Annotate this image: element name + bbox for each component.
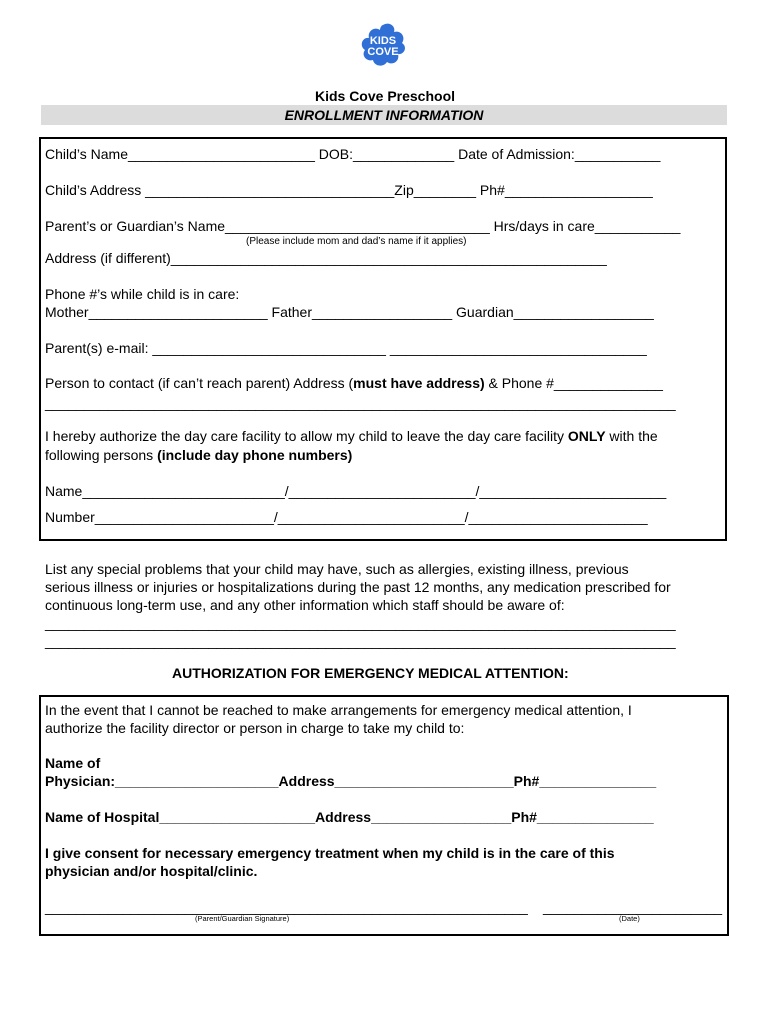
guardian-name-note: (Please include mom and dad’s name if it applies) bbox=[246, 236, 467, 247]
date-label: (Date) bbox=[619, 914, 640, 923]
hospital-line[interactable]: Name of Hospital____________________Address__________________Ph#_______________ bbox=[45, 809, 654, 825]
svg-text:COVE: COVE bbox=[367, 46, 399, 58]
authorize-pickup-text-2: following persons (include day phone numbers) bbox=[45, 447, 353, 463]
signature-label: (Parent/Guardian Signature) bbox=[195, 914, 290, 923]
guardian-name-line[interactable]: Parent’s or Guardian’s Name__________________________________ Hrs/days in care___________ bbox=[45, 218, 681, 234]
phone-while-in-care-label: Phone #’s while child is in care: bbox=[45, 286, 240, 302]
signature-line[interactable]: ______________________________________________________________ bbox=[45, 899, 528, 915]
consent-text-2: physician and/or hospital/clinic. bbox=[45, 863, 258, 879]
special-problems-blank-1[interactable]: _________________________________________________________________________________ bbox=[45, 615, 676, 631]
special-problems-text-2: serious illness or injuries or hospitalizations during the past 12 months, any medication prescribed for bbox=[45, 579, 671, 595]
emergency-heading: AUTHORIZATION FOR EMERGENCY MEDICAL ATTENTION: bbox=[172, 665, 569, 681]
special-problems-text-3: continuous long-term use, and any other information which staff should be aware of: bbox=[45, 597, 565, 613]
pickup-names-line[interactable]: Name__________________________/________________________/________________________ bbox=[45, 483, 667, 499]
consent-text-1: I give consent for necessary emergency treatment when my child is in the care of this bbox=[45, 845, 615, 861]
contact-person-blank[interactable]: _________________________________________________________________________________ bbox=[45, 395, 676, 411]
authorize-pickup-text: I hereby authorize the day care facility to allow my child to leave the day care facility ONLY with the bbox=[45, 428, 658, 444]
child-address-line[interactable]: Child’s Address ________________________________Zip________ Ph#___________________ bbox=[45, 182, 653, 198]
special-problems-blank-2[interactable]: _________________________________________________________________________________ bbox=[45, 633, 676, 649]
parent-email-line[interactable]: Parent(s) e-mail: ______________________________ _________________________________ bbox=[45, 340, 647, 356]
alternate-address-line[interactable]: Address (if different)________________________________________________________ bbox=[45, 250, 607, 266]
emergency-text-1: In the event that I cannot be reached to make arrangements for emergency medical attention, I bbox=[45, 702, 632, 718]
special-problems-text-1: List any special problems that your child may have, such as allergies, existing illness, previous bbox=[45, 561, 629, 577]
pickup-numbers-line[interactable]: Number_______________________/________________________/_______________________ bbox=[45, 509, 648, 525]
svg-text:KIDS: KIDS bbox=[369, 35, 397, 47]
emergency-text-2: authorize the facility director or person in charge to take my child to: bbox=[45, 720, 465, 736]
parent-phones-line[interactable]: Mother_______________________ Father__________________ Guardian__________________ bbox=[45, 304, 654, 320]
enrollment-heading-bar bbox=[41, 105, 727, 125]
physician-line[interactable]: Physician:_____________________Address_______________________Ph#_______________ bbox=[45, 773, 657, 789]
enrollment-heading: ENROLLMENT INFORMATION bbox=[284, 107, 484, 123]
physician-label: Name of bbox=[45, 755, 101, 771]
date-line[interactable]: _______________________ bbox=[543, 899, 723, 915]
contact-person-line[interactable]: Person to contact (if can’t reach parent) Address (must have address) & Phone #______________ bbox=[45, 375, 663, 391]
kids-cove-logo bbox=[358, 22, 408, 70]
child-name-dob-line[interactable]: Child’s Name________________________ DOB:_____________ Date of Admission:___________ bbox=[45, 146, 661, 162]
school-title: Kids Cove Preschool bbox=[314, 88, 456, 104]
